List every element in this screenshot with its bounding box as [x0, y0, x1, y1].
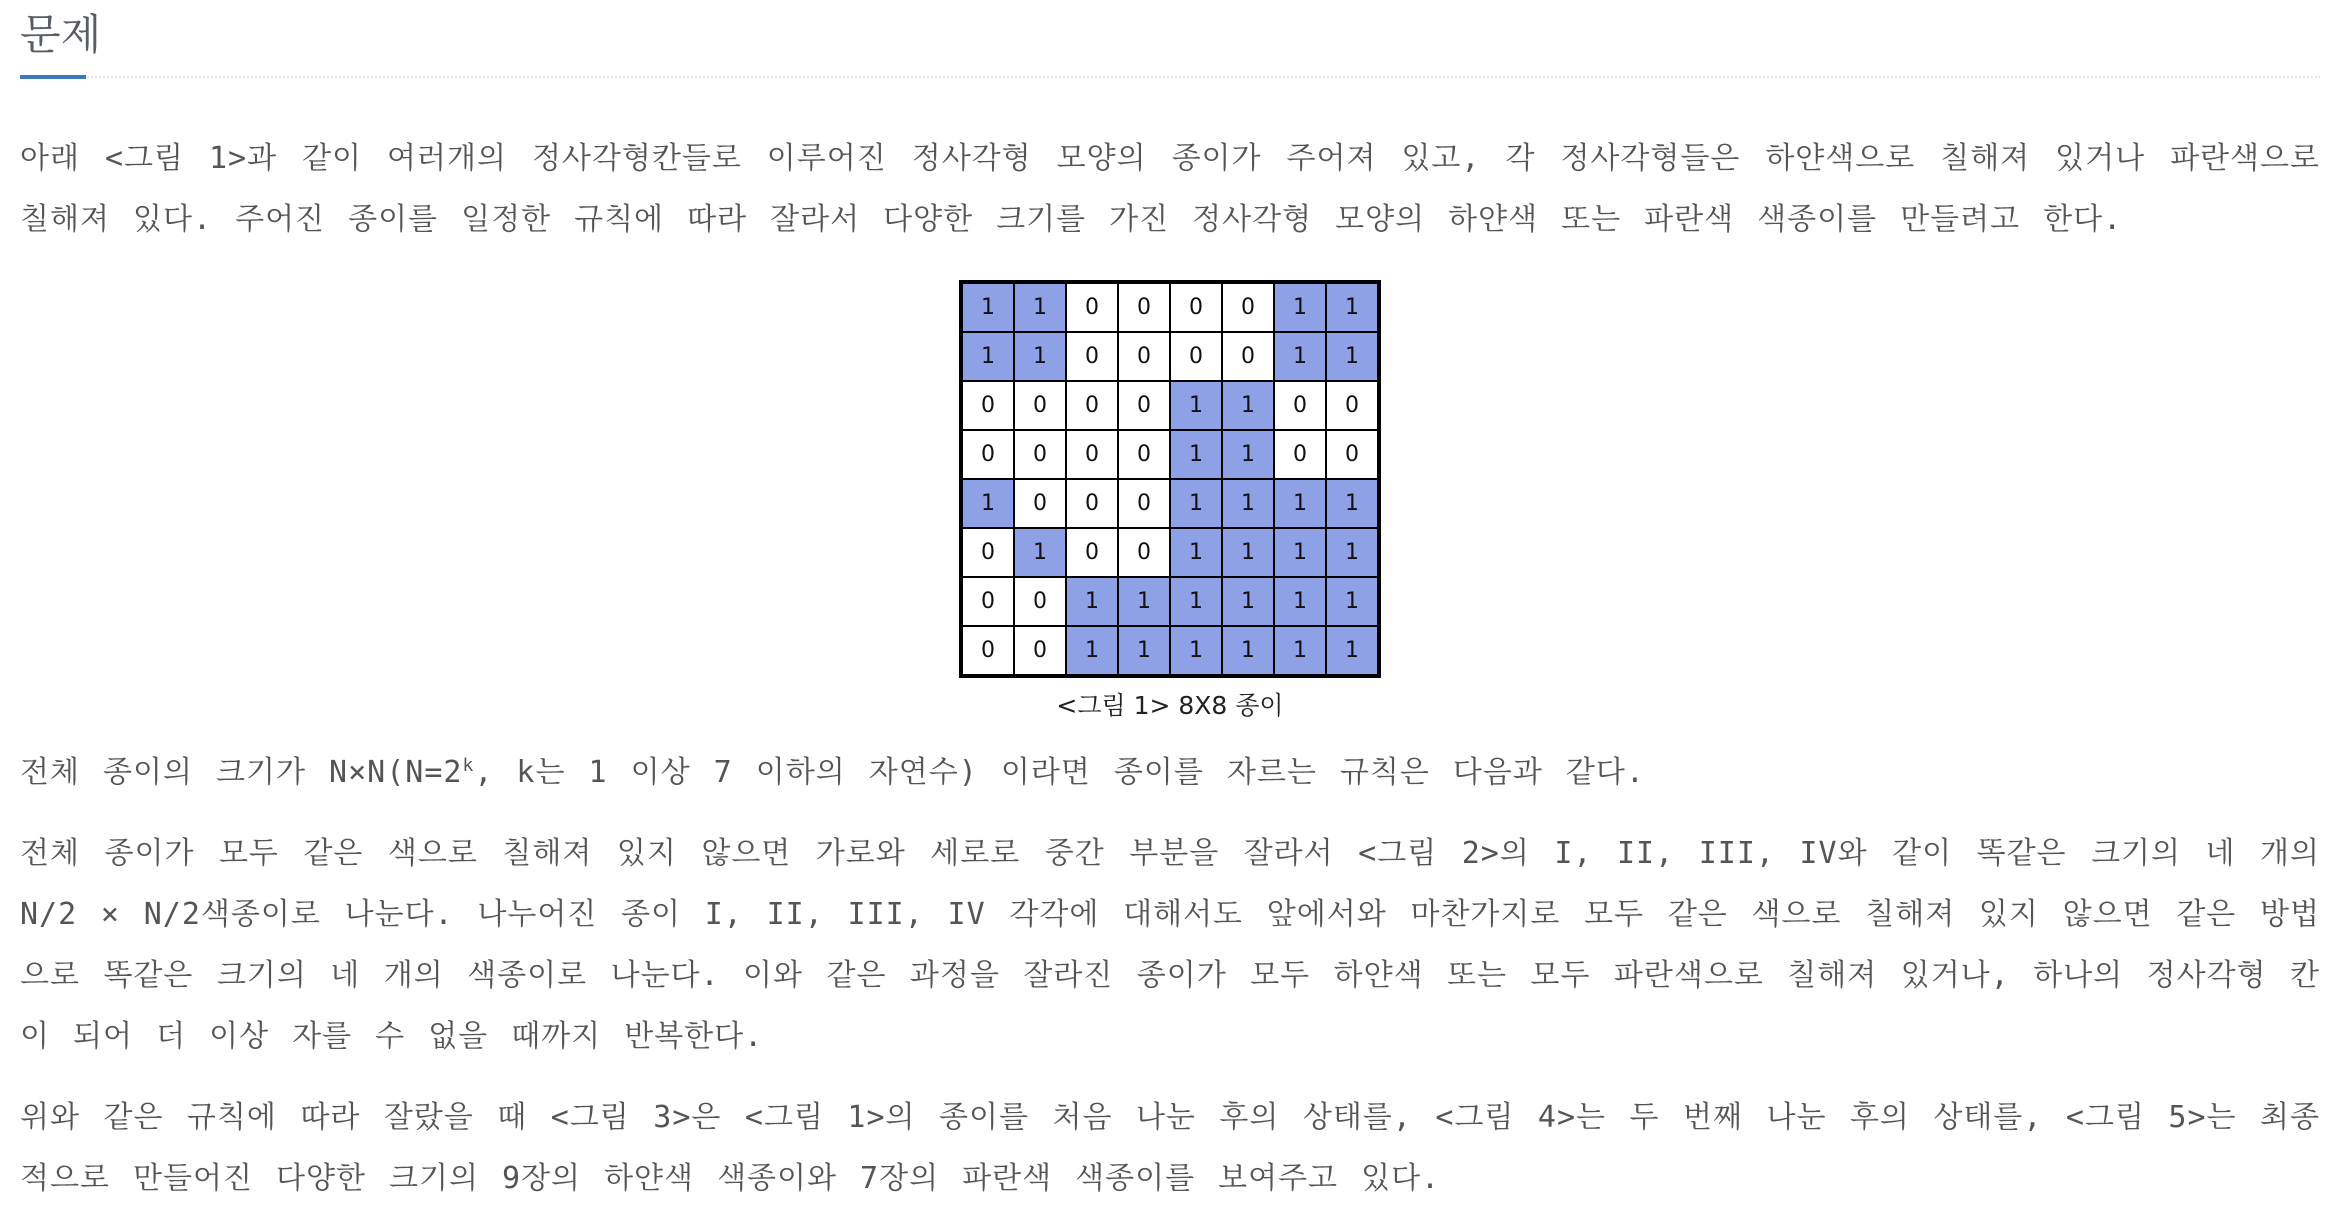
grid-cell: 0: [1119, 382, 1169, 429]
grid-cell: 1: [1171, 431, 1221, 478]
grid-cell: 0: [1275, 382, 1325, 429]
grid-cell: 1: [1015, 529, 1065, 576]
grid-cell: 1: [1275, 578, 1325, 625]
title-underline: [20, 75, 86, 79]
grid-cell: 1: [1275, 480, 1325, 527]
grid-cell: 0: [1015, 578, 1065, 625]
grid-cell: 0: [1067, 431, 1117, 478]
grid-cell: 1: [1171, 578, 1221, 625]
grid-cell: 0: [963, 382, 1013, 429]
grid-cell: 0: [1015, 431, 1065, 478]
grid-cell: 0: [1067, 333, 1117, 380]
paragraph-example: 위와 같은 규칙에 따라 잘랐을 때 <그림 3>은 <그림 1>의 종이를 처음 나눈 후의 상태를, <그림 4>는 두 번째 나눈 후의 상태를, <그림 5>는 최종적으로 만들어진 다양한 크기의 9장의 하얀색 색종이와 7장의 파란색 색종이를 보여주고 있다.: [20, 1100, 2320, 1196]
grid-cell: 1: [1223, 382, 1273, 429]
grid-cell: 0: [1067, 529, 1117, 576]
grid-cell: 0: [1015, 627, 1065, 674]
grid-cell: 0: [963, 529, 1013, 576]
grid-cell: 1: [1015, 284, 1065, 331]
grid-cell: 0: [1223, 284, 1273, 331]
grid-cell: 0: [1015, 480, 1065, 527]
grid-cell: 1: [1327, 480, 1377, 527]
figure-1: [20, 280, 2320, 724]
grid-cell: 1: [1327, 529, 1377, 576]
size-text-pre: 전체 종이의 크기가 N×N(N=2: [20, 755, 463, 790]
paragraph-intro: 아래 <그림 1>과 같이 여러개의 정사각형칸들로 이루어진 정사각형 모양의 종이가 주어져 있고, 각 정사각형들은 하얀색으로 칠해져 있거나 파란색으로 칠해져 있다. 주어진 종이를 일정한 규칙에 따라 잘라서 다양한 크기를 가진 정사각형 모양의 하얀색 또는 파란색 색종이를 만들려고 한다.: [20, 141, 2320, 237]
grid-cell: 0: [1223, 333, 1273, 380]
section-header: [20, 0, 2320, 78]
grid-cell: 1: [1327, 627, 1377, 674]
grid-cell: 1: [1275, 333, 1325, 380]
grid-cell: 1: [1275, 284, 1325, 331]
grid-cell: 0: [1171, 284, 1221, 331]
grid-cell: 0: [1327, 431, 1377, 478]
grid-cell: 1: [1171, 480, 1221, 527]
figure-caption: <그림 1> 8X8 종이: [1056, 691, 1284, 720]
grid-cell: 1: [1171, 627, 1221, 674]
grid-cell: 0: [1119, 529, 1169, 576]
grid-cell: 0: [963, 627, 1013, 674]
exponent: k: [462, 755, 475, 776]
paper-grid: [959, 280, 1381, 678]
grid-cell: 1: [1067, 627, 1117, 674]
grid-cell: 0: [1015, 382, 1065, 429]
grid-cell: 0: [1067, 284, 1117, 331]
grid-cell: 1: [1327, 333, 1377, 380]
size-text-post: , k는 1 이상 7 이하의 자연수) 이라면 종이를 자르는 규칙은 다음과 같다.: [474, 755, 1645, 790]
grid-cell: 1: [1223, 480, 1273, 527]
grid-cell: 1: [963, 480, 1013, 527]
paragraph-rule: 전체 종이가 모두 같은 색으로 칠해져 있지 않으면 가로와 세로로 중간 부분을 잘라서 <그림 2>의 I, II, III, IV와 같이 똑같은 크기의 네 개의 N/2 × N/2색종이로 나눈다. 나누어진 종이 I, II, III, IV 각각에 대해서도 앞에서와 마찬가지로 모두 같은 색으로 칠해져 있지 않으면 같은 방법으로 똑같은 크기의 네 개의 색종이로 나눈다. 이와 같은 과정을 잘라진 종이가 모두 하얀색 또는 모두 파란색으로 칠해져 있거나, 하나의 정사각형 칸이 되어 더 이상 자를 수 없을 때까지 반복한다.: [20, 836, 2320, 1054]
grid-cell: 1: [1275, 627, 1325, 674]
section-title: 문제: [20, 10, 102, 59]
grid-cell: 0: [1067, 382, 1117, 429]
paragraph-size: [20, 742, 2320, 803]
grid-cell: 1: [963, 284, 1013, 331]
grid-cell: 1: [1223, 627, 1273, 674]
grid-cell: 0: [963, 431, 1013, 478]
grid-cell: 0: [1067, 480, 1117, 527]
grid-cell: 1: [1327, 578, 1377, 625]
grid-cell: 1: [1223, 431, 1273, 478]
grid-cell: 1: [1223, 578, 1273, 625]
grid-cell: 1: [1223, 529, 1273, 576]
grid-cell: 1: [1275, 529, 1325, 576]
grid-cell: 1: [1067, 578, 1117, 625]
grid-cell: 1: [1119, 578, 1169, 625]
grid-cell: 1: [963, 333, 1013, 380]
grid-cell: 0: [1119, 431, 1169, 478]
grid-cell: 0: [1275, 431, 1325, 478]
grid-cell: 1: [1015, 333, 1065, 380]
grid-cell: 0: [963, 578, 1013, 625]
grid-cell: 0: [1171, 333, 1221, 380]
grid-cell: 0: [1119, 333, 1169, 380]
grid-cell: 1: [1171, 382, 1221, 429]
grid-cell: 0: [1327, 382, 1377, 429]
grid-cell: 0: [1119, 480, 1169, 527]
grid-cell: 0: [1119, 284, 1169, 331]
grid-cell: 1: [1171, 529, 1221, 576]
grid-cell: 1: [1327, 284, 1377, 331]
grid-cell: 1: [1119, 627, 1169, 674]
